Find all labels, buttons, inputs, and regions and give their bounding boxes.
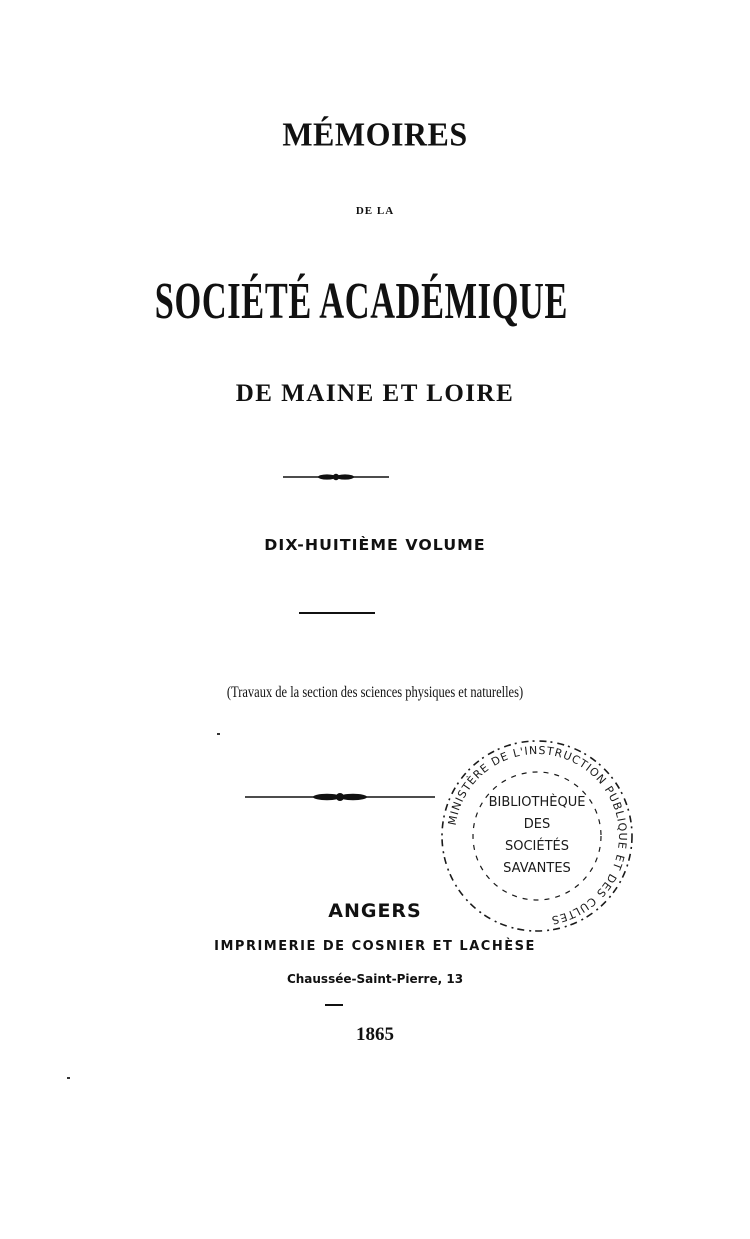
printer-name: IMPRIMERIE DE COSNIER ET LACHÈSE bbox=[214, 939, 536, 954]
stamp-line-3: SOCIÉTÉS bbox=[504, 839, 570, 854]
stamp-line-4: SAVANTES bbox=[503, 861, 571, 876]
section-subtitle: (Travaux de la section des sciences physiques et naturelles) bbox=[226, 684, 524, 701]
ornamental-rule-1 bbox=[283, 470, 389, 484]
short-dash bbox=[325, 1004, 343, 1006]
title-memoires: MÉMOIRES bbox=[282, 115, 468, 153]
printer-address: Chaussée-Saint-Pierre, 13 bbox=[286, 972, 464, 986]
publication-year: 1865 bbox=[356, 1024, 394, 1045]
title-societe-academique: SOCIÉTÉ ACADÉMIQUE bbox=[154, 273, 569, 330]
divider-rule bbox=[299, 612, 375, 614]
title-maine-et-loire: DE MAINE ET LOIRE bbox=[235, 380, 515, 407]
ink-speck bbox=[67, 1077, 70, 1079]
stamp-line-1: BIBLIOTHÈQUE bbox=[488, 795, 586, 810]
ornamental-rule-2 bbox=[245, 789, 435, 805]
volume-number: DIX-HUITIÈME VOLUME bbox=[264, 536, 486, 554]
title-de-la: DE LA bbox=[355, 205, 395, 217]
place-of-publication: ANGERS bbox=[328, 900, 422, 922]
stamp-ring-text: MINISTÈRE DE L'INSTRUCTION PUBLIQUE ET DES CULTES bbox=[445, 743, 630, 927]
stamp-line-2: DES bbox=[523, 817, 551, 832]
ink-speck bbox=[217, 733, 220, 735]
